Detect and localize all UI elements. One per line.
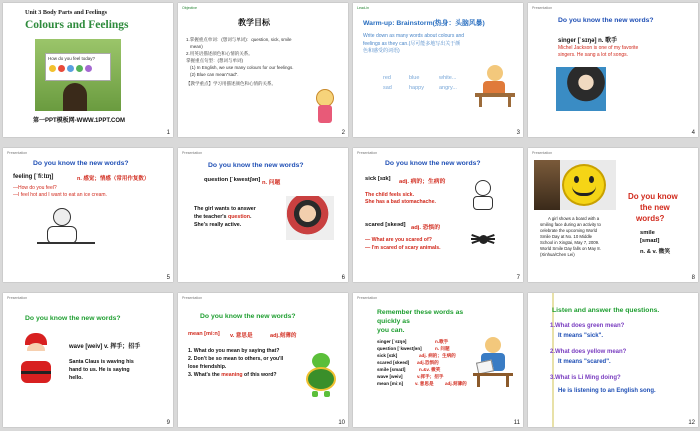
slide-number: 5	[166, 275, 170, 281]
text-line	[194, 214, 252, 220]
slide-10[interactable]	[178, 293, 348, 427]
girl-cartoon-icon	[312, 89, 338, 125]
slide-title: Do you know the new words?	[25, 315, 121, 322]
text-span: the teacher's	[194, 214, 228, 220]
title-line: Remember these words as	[377, 309, 464, 316]
slide-title: Colours and Feelings	[25, 19, 129, 31]
turtle-cartoon-icon	[304, 353, 338, 397]
word-entry: wave [weiv] v. 挥手；招手	[69, 344, 141, 350]
unit-title: Unit 3 Body Parts and Feelings	[25, 9, 107, 16]
text-line: Write down as many words about colours and	[363, 33, 465, 39]
sick-child-sketch-icon	[469, 180, 499, 212]
girl-raising-hand-photo	[286, 196, 334, 240]
caption-line: smiling face during an activity to	[540, 222, 601, 227]
text-line: 2. Don't be so mean to others, or you'll	[188, 356, 284, 362]
word-definition: n. 感觉；情感（常用作复数）	[77, 176, 150, 182]
slide-8[interactable]	[528, 148, 698, 282]
text-line: feelings as they can.(尽可能多地写出关于颜	[363, 41, 461, 47]
word-phonetic: [smaɪl]	[640, 238, 660, 244]
card-text: How do you feel today?	[48, 56, 96, 61]
caption-line: School in Xingtai, May 7, 2009.	[540, 240, 600, 245]
def-sick: adj. 病的；生病的	[419, 353, 456, 358]
slide-3[interactable]	[353, 3, 523, 137]
word-blue: blue	[409, 75, 420, 81]
slide-title: Do you know the new words?	[33, 160, 129, 167]
slide-5[interactable]	[3, 148, 173, 282]
title-line: words?	[636, 214, 665, 223]
text-span: .	[250, 214, 252, 220]
title-line: Do you know	[628, 192, 678, 201]
slide-12[interactable]	[528, 293, 698, 427]
answer-line: — I'm scared of scary animals.	[365, 245, 441, 251]
slide-1[interactable]	[3, 3, 173, 137]
presentation-label: Presentation	[7, 151, 28, 155]
text-line: Michel Jackson is one of my favorite	[558, 45, 639, 51]
word-entry: feeling [ˈfiːlɪŋ]	[13, 174, 54, 180]
caption-line: A girl shows a board with a	[548, 216, 600, 221]
word-entry-scared: scared [skeəd]	[365, 222, 406, 228]
answer-2: It means "scared".	[558, 359, 611, 365]
smiley-board-photo	[534, 160, 616, 210]
slide-number: 3	[516, 130, 520, 136]
text-line: singers. He sang a lot of songs.	[558, 52, 629, 58]
text-line: 1.掌握重点单词：(想词与单词)：question, sick, smile	[186, 37, 292, 42]
text-span: 3. What's the	[188, 372, 222, 378]
slide-title: Warm-up: Brainstorm(热身：头脑风暴)	[363, 20, 485, 27]
slide-6[interactable]	[178, 148, 348, 282]
presentation-label: Presentation	[357, 296, 378, 300]
footer-text: 第一PPT模板网-WWW.1PPT.COM	[33, 118, 125, 124]
slide-number: 11	[513, 420, 520, 426]
word-definition: n. & v. 微笑	[640, 249, 671, 255]
def-mean-verb: v. 意思是	[415, 381, 434, 386]
text-line: hello.	[69, 375, 83, 381]
question-3: 3.What is Li Ming doing?	[550, 375, 621, 381]
slide-4[interactable]	[528, 3, 698, 137]
slide-heading: 教学目标	[238, 18, 270, 27]
question-1: 1.What does green mean?	[550, 323, 625, 329]
def-question: n. 问题	[435, 346, 450, 351]
caption-line: Smile Day at No. 10 Middle	[540, 234, 593, 239]
caption-line: (Xinhua/Chen Lei)	[540, 252, 575, 257]
slide-number: 8	[691, 275, 695, 281]
word-definition: n. 问题	[262, 180, 281, 186]
santa-claus-icon	[17, 333, 55, 383]
tired-student-sketch-icon	[37, 204, 95, 256]
objective-label: Objective	[182, 6, 197, 10]
text-line: 色和感受的词语)	[363, 48, 400, 54]
word-sick: sick [sɪk]	[377, 353, 398, 358]
def-smile: n.&v. 微笑	[419, 367, 441, 372]
slide-number: 10	[338, 420, 345, 426]
def-singer: n.歌手	[435, 339, 449, 344]
word-entry: question [ˈkwestʃən]	[204, 177, 261, 183]
spider-icon	[471, 228, 495, 250]
slide-number: 9	[166, 420, 170, 426]
slide-title: Do you know the new words?	[200, 313, 296, 320]
presentation-label: Presentation	[357, 151, 378, 155]
presentation-label: Presentation	[182, 151, 203, 155]
word-question: question [ˈkwestʃən]	[377, 346, 422, 351]
presentation-label: Presentation	[532, 6, 553, 10]
answer-line: —I feel hot and I want to eat an ice cream.	[13, 192, 107, 198]
word-definition-verb: v. 意思是	[230, 333, 253, 339]
text-line: (1) In English, we use many colours for our feelings.	[190, 65, 294, 70]
slide-9[interactable]	[3, 293, 173, 427]
word-entry: smile	[640, 230, 655, 236]
text-line: (2) Blue can mean"sad".	[190, 72, 239, 77]
caption-line: celebrate the upcoming World	[540, 228, 598, 233]
word-smile: smile [smaɪl]	[377, 367, 406, 372]
student-at-desk-cartoon-icon	[475, 63, 515, 107]
slide-number: 2	[341, 130, 345, 136]
word-definition-adj: adj.刻薄的	[270, 333, 297, 339]
text-line: She's really active.	[194, 222, 242, 228]
presentation-label: Presentation	[532, 151, 553, 155]
word-sad: sad	[383, 85, 392, 91]
highlight-word: question	[227, 214, 251, 220]
text-line: Santa Claus is waving his	[69, 359, 134, 365]
singer-photo	[556, 67, 606, 111]
answer-3: He is listening to an English song.	[558, 388, 656, 394]
word-happy: happy	[409, 85, 424, 91]
text-line: 1. What do you mean by saying that?	[188, 348, 280, 354]
slide-number: 12	[688, 420, 695, 426]
question-line: —How do you feel?	[13, 185, 57, 191]
text-line: lose friendship.	[188, 364, 227, 370]
text-line: 【教学重点】学习用描述颜色和心情的关系。	[186, 81, 276, 86]
text-line: The girl wants to answer	[194, 206, 256, 212]
slide-number: 7	[516, 275, 520, 281]
slide-11[interactable]	[353, 293, 523, 427]
text-line: hand to us. He is saying	[69, 367, 130, 373]
question-line: — What are you scared of?	[365, 237, 432, 243]
word-scared: scared [skeəd]	[377, 360, 410, 365]
answer-1: It means "sick".	[558, 333, 604, 339]
word-definition-scared: adj. 恐惧的	[411, 225, 440, 231]
word-definition-sick: adj. 病的；生病的	[399, 179, 446, 185]
slide-title: Do you know the new words?	[208, 162, 304, 169]
highlight-word: meaning	[221, 372, 243, 378]
word-entry: singer [ˈsɪŋə] n. 歌手	[558, 38, 618, 44]
text-line: The child feels sick.	[365, 192, 415, 198]
def-scared: adj.恐惧的	[417, 360, 439, 365]
word-angry: angry...	[439, 85, 457, 91]
title-line: the new	[640, 203, 670, 212]
slide-number: 1	[166, 130, 170, 136]
text-line	[188, 372, 277, 378]
presentation-label: Presentation	[182, 296, 203, 300]
question-2: 2.What does yellow mean?	[550, 349, 627, 355]
word-mean: mean [miːn]	[377, 381, 404, 386]
slide-2[interactable]	[178, 3, 348, 137]
presentation-label: Presentation	[7, 296, 28, 300]
def-wave: v.挥手；招手	[417, 374, 444, 379]
caption-line: World Smile Day falls on May 8.	[540, 246, 601, 251]
text-span: of this word?	[242, 372, 277, 378]
text-line: mean)	[190, 44, 203, 49]
word-singer: singer [ˈsɪŋə]	[377, 339, 407, 344]
word-entry: mean [miːn]	[188, 331, 220, 337]
reading-student-cartoon-icon	[473, 337, 513, 387]
girl-with-card-photo	[35, 39, 121, 111]
slide-number: 6	[341, 275, 345, 281]
word-white: white...	[439, 75, 457, 81]
slide-title: Listen and answer the questions.	[552, 307, 660, 314]
word-wave: wave [weiv]	[377, 374, 403, 379]
text-line: 掌握重点句型：(想词与单词)	[186, 58, 243, 63]
title-line: quickly as	[377, 318, 410, 325]
title-line: you can.	[377, 327, 405, 334]
slide-title: Do you know the new words?	[385, 160, 481, 167]
word-entry-sick: sick [sɪk]	[365, 176, 391, 182]
leadin-label: Lead-in	[357, 6, 369, 10]
text-line: 2.用英语描述颜色和心情的关系。	[186, 51, 253, 56]
word-red: red	[383, 75, 391, 81]
slide-7[interactable]	[353, 148, 523, 282]
slide-number: 4	[691, 130, 695, 136]
def-mean-adj: adj.刻薄的	[445, 381, 467, 386]
slide-title: Do you know the new words?	[558, 17, 654, 24]
text-line: She has a bad stomachache.	[365, 199, 436, 205]
